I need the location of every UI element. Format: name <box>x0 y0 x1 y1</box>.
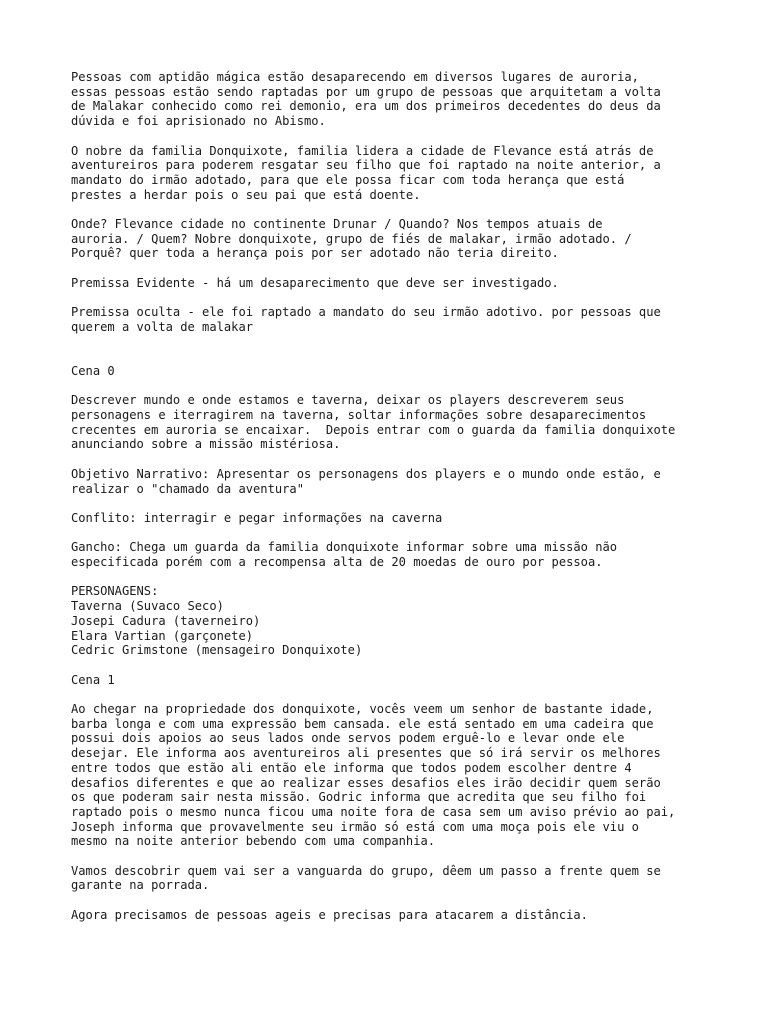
text-line: auroria. / Quem? Nobre donquixote, grupo de fiés de malakar, irmão adotado. / <box>71 231 632 246</box>
text-line: raptado pois o mesmo nunca ficou uma noite fora de casa sem um aviso prévio ao pai, <box>71 804 676 819</box>
text-line: Porquê? quer toda a herança pois por ser adotado não teria direito. <box>71 246 559 261</box>
text-line: aventureiros para poderem resgatar seu filho que foi raptado na noite anterior, a <box>71 158 661 173</box>
text-line: mesmo na noite anterior bebendo com uma companhia. <box>71 834 436 849</box>
document-page <box>71 70 731 937</box>
text-line: de Malakar conhecido como rei demonio, era um dos primeiros decedentes do deus da <box>71 99 661 114</box>
paragraph-intro <box>71 70 731 129</box>
text-line: dúvida e foi aprisionado no Abismo. <box>71 114 326 129</box>
text-line: realizar o "chamado da aventura" <box>71 481 304 496</box>
paragraph-cena1-desc <box>71 702 731 849</box>
paragraph-cena1-title <box>71 673 731 688</box>
text-line: Ao chegar na propriedade dos donquixote, vocês veem um senhor de bastante idade, <box>71 702 654 717</box>
text-line: Objetivo Narrativo: Apresentar os personagens dos players e o mundo onde estão, e <box>71 466 661 481</box>
paragraph-personagens <box>71 584 731 658</box>
text-line: Premissa Evidente - há um desaparecimento que deve ser investigado. <box>71 275 559 290</box>
text-line: Cena 1 <box>71 672 115 687</box>
text-line: PERSONAGENS: <box>71 584 159 599</box>
text-line: Elara Vartian (garçonete) <box>71 628 254 643</box>
text-line: desafios diferentes e que ao realizar esses desafios eles irão decidir quem serão <box>71 775 661 790</box>
text-line: Premissa oculta - ele foi raptado a mandato do seu irmão adotivo. por pessoas que <box>71 305 661 320</box>
text-line: garante na porrada. <box>71 878 210 893</box>
text-line: mandato do irmão adotado, para que ele possa ficar com toda herança que está <box>71 172 625 187</box>
text-line: Cedric Grimstone (mensageiro Donquixote) <box>71 643 363 658</box>
text-line: Conflito: interragir e pegar informações na caverna <box>71 510 443 525</box>
paragraph-gancho <box>71 540 731 569</box>
text-line: Taverna (Suvaco Seco) <box>71 599 224 614</box>
text-line: Gancho: Chega um guarda da familia donquixote informar sobre uma missão não <box>71 540 618 555</box>
paragraph-ageis <box>71 908 731 923</box>
paragraph-objetivo <box>71 467 731 496</box>
text-line: Josepi Cadura (taverneiro) <box>71 613 261 628</box>
text-line: prestes a herdar pois o seu pai que está doente. <box>71 187 421 202</box>
text-line: Joseph informa que provavelmente seu irmão só está com uma moça pois ele viu o <box>71 819 639 834</box>
text-line: especificada porém com a recompensa alta de 20 moedas de ouro por pessoa. <box>71 555 603 570</box>
text-line: possui dois apoios ao seus lados onde servos podem erguê-lo e levar onde ele <box>71 731 625 746</box>
paragraph-conflito <box>71 511 731 526</box>
text-line: crecentes em auroria se encaixar. Depois entrar com o guarda da familia donquixote <box>71 422 676 437</box>
paragraph-cena0-desc <box>71 393 731 452</box>
text-line: Cena 0 <box>71 363 115 378</box>
text-line: desejar. Ele informa aos aventureiros ali presentes que só irá servir os melhores <box>71 746 661 761</box>
paragraph-premissa-evidente <box>71 276 731 291</box>
text-line: Vamos descobrir quem vai ser a vanguarda do grupo, dêem um passo a frente quem se <box>71 863 661 878</box>
paragraph-premissa-oculta <box>71 305 731 334</box>
text-line: essas pessoas estão sendo raptadas por um grupo de pessoas que arquitetam a volta <box>71 84 661 99</box>
text-line: anunciando sobre a missão mistériosa. <box>71 437 341 452</box>
text-line: personagens e iterragirem na taverna, soltar informações sobre desaparecimentos <box>71 408 647 423</box>
text-line: querem a volta de malakar <box>71 319 254 334</box>
text-line: entre todos que estão ali então ele informa que todos podem escolher dentre 4 <box>71 760 632 775</box>
text-line: Agora precisamos de pessoas ageis e precisas para atacarem a distância. <box>71 907 588 922</box>
text-line: Descrever mundo e onde estamos e taverna, deixar os players descreverem seus <box>71 393 625 408</box>
paragraph-onde <box>71 217 731 261</box>
paragraph-donquixote <box>71 144 731 203</box>
paragraph-cena0-title <box>71 364 731 379</box>
text-line: barba longa e com uma expressão bem cansada. ele está sentado em uma cadeira que <box>71 716 654 731</box>
text-line: os que poderam sair nesta missão. Godric informa que acredita que seu filho foi <box>71 790 647 805</box>
text-line: O nobre da familia Donquixote, familia lidera a cidade de Flevance está atrás de <box>71 143 654 158</box>
text-line: Pessoas com aptidão mágica estão desaparecendo em diversos lugares de auroria, <box>71 70 639 84</box>
text-line: Onde? Flevance cidade no continente Drunar / Quando? Nos tempos atuais de <box>71 217 603 231</box>
paragraph-vanguarda <box>71 864 731 893</box>
